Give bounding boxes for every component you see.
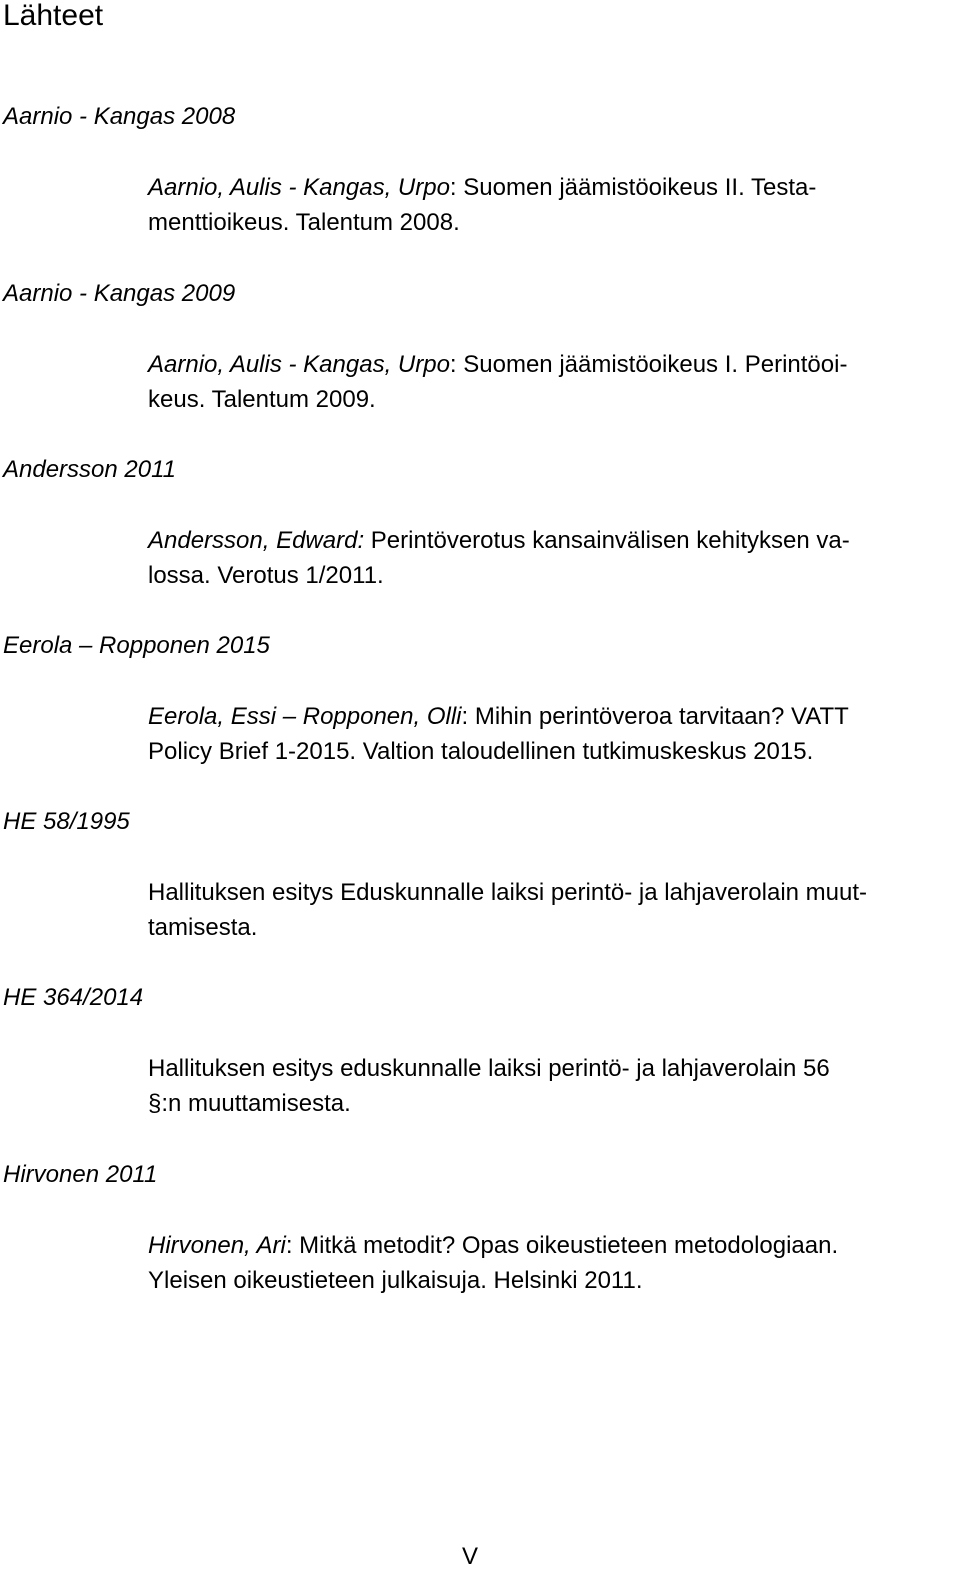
reference-line [148,205,938,240]
reference-key: Aarnio - Kangas 2009 [3,280,236,307]
reference-text: menttioikeus. Talentum 2008. [148,209,460,236]
reference-entry [148,523,938,593]
reference-line [148,347,938,382]
reference-text: Hallituksen esitys eduskunnalle laiksi perintö- ja lahjaverolain 56 [148,1055,830,1082]
reference-text: : Suomen jäämistöoikeus II. Testa- [449,174,817,201]
reference-line [148,875,938,910]
reference-text: tamisesta. [148,914,258,941]
reference-entry [148,347,938,417]
reference-text: Policy Brief 1-2015. Valtion taloudellinen tutkimuskeskus 2015. [148,738,814,765]
reference-author: Aarnio, Aulis - Kangas, Urpo [148,174,450,201]
reference-key: HE 58/1995 [3,808,130,835]
reference-key: Eerola – Ropponen 2015 [3,632,270,659]
reference-text: Perintöverotus kansainvälisen kehityksen va- [364,527,850,554]
reference-entry [148,699,938,769]
reference-text: : Mitkä metodit? Opas oikeustieteen metodologiaan. [285,1232,839,1259]
page-title: Lähteet [3,0,104,32]
reference-line [148,558,938,593]
reference-line [148,1228,938,1263]
reference-entry [148,875,938,945]
reference-text: : Suomen jäämistöoikeus I. Perintöoi- [449,351,848,378]
reference-author: Hirvonen, Ari [148,1232,286,1259]
page-number: V [461,1543,478,1570]
reference-key: HE 364/2014 [3,984,144,1011]
reference-entry [148,170,938,240]
reference-line [148,1086,938,1121]
reference-text: lossa. Verotus 1/2011. [148,562,384,589]
reference-line [148,170,938,205]
reference-text: §:n muuttamisesta. [148,1090,351,1117]
reference-line [148,1051,938,1086]
reference-line [148,699,938,734]
reference-line [148,1263,938,1298]
reference-author: Eerola, Essi – Ropponen, Olli [148,703,462,730]
reference-line [148,382,938,417]
reference-key: Hirvonen 2011 [3,1161,158,1188]
reference-line [148,523,938,558]
reference-text: keus. Talentum 2009. [148,386,376,413]
reference-entry [148,1051,938,1121]
reference-author: Aarnio, Aulis - Kangas, Urpo [148,351,450,378]
reference-line [148,734,938,769]
reference-text: : Mihin perintöveroa tarvitaan? VATT [461,703,849,730]
reference-line [148,910,938,945]
reference-entry [148,1228,938,1298]
reference-text: Hallituksen esitys Eduskunnalle laiksi perintö- ja lahjaverolain muut- [148,879,868,906]
reference-text: Yleisen oikeustieteen julkaisuja. Helsinki 2011. [148,1267,643,1294]
reference-key: Andersson 2011 [3,456,177,483]
reference-author: Andersson, Edward: [148,527,365,554]
reference-key: Aarnio - Kangas 2008 [3,103,236,130]
